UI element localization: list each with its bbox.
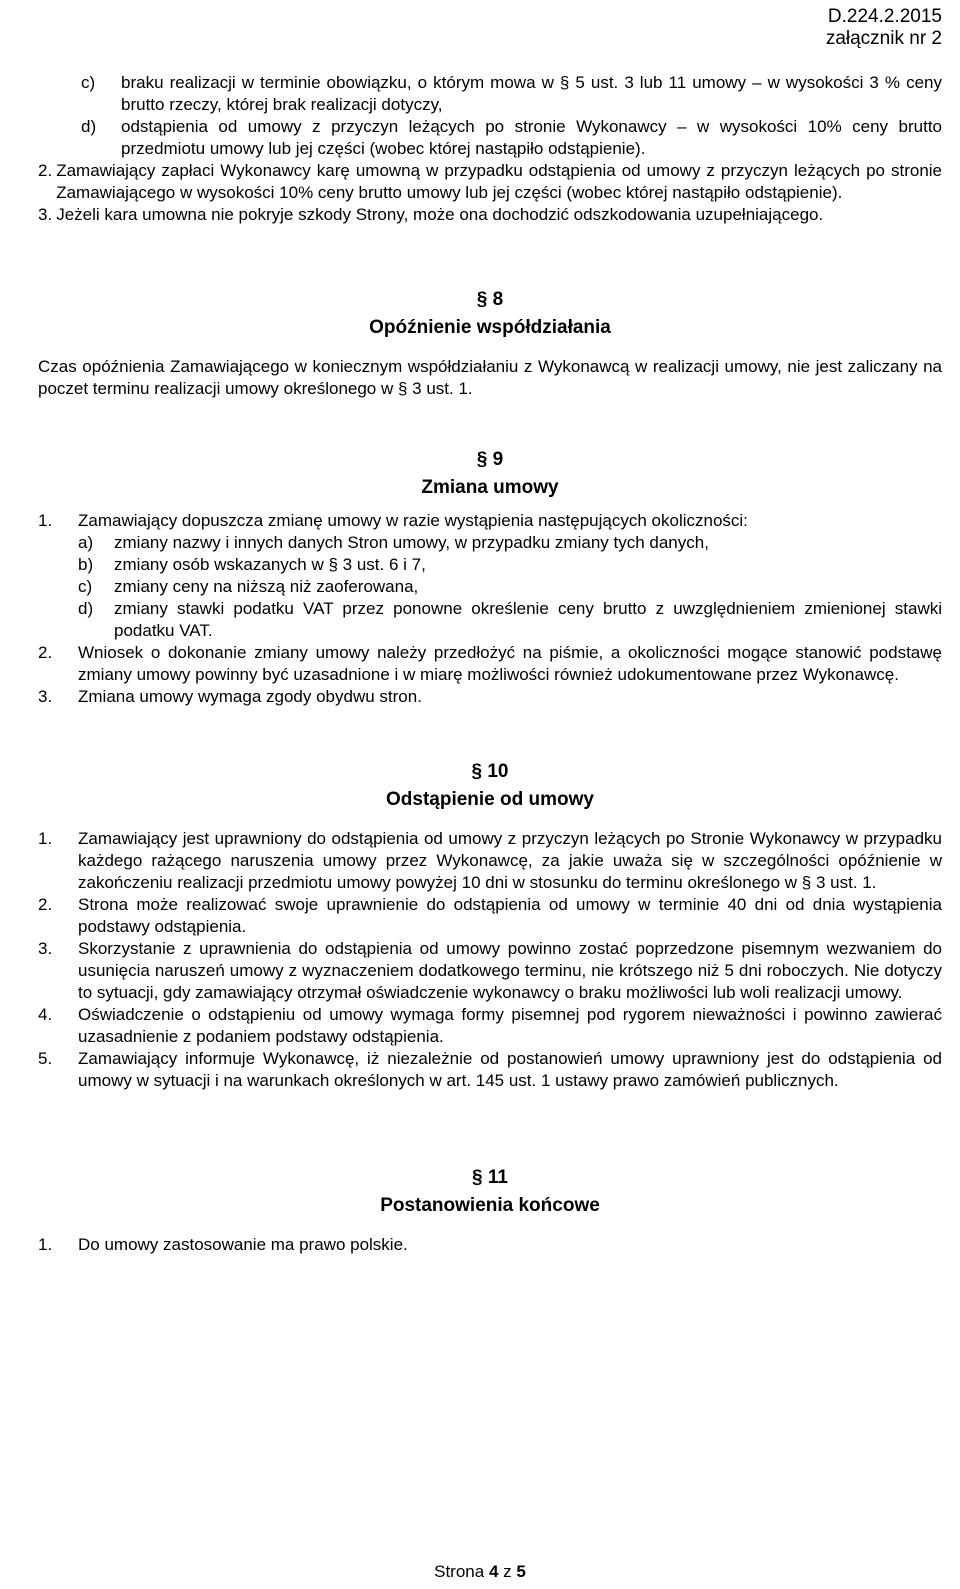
list-item bbox=[38, 1048, 942, 1092]
item-number: 1. bbox=[38, 511, 53, 530]
item-text: Zamawiający informuje Wykonawcę, iż niezależnie od postanowień umowy uprawniony jest do odstąpienia od umowy w sytuacji i na warunkach określonych w art. 145 ust. 1 ustawy prawo zamówień publicznych. bbox=[78, 1049, 942, 1090]
page-total: 5 bbox=[516, 1562, 526, 1581]
item-letter: b) bbox=[78, 555, 94, 574]
footer-of: z bbox=[503, 1562, 512, 1581]
item-letter: c) bbox=[81, 73, 96, 92]
footer-prefix: Strona bbox=[434, 1562, 485, 1581]
item-indent bbox=[38, 554, 78, 576]
item-text: zmiany osób wskazanych w § 3 ust. 6 i 7, bbox=[114, 555, 426, 574]
list-item bbox=[38, 160, 942, 204]
item-number: 5. bbox=[38, 1049, 53, 1068]
section-11-subtitle: Postanowienia końcowe bbox=[380, 1195, 600, 1216]
list-item bbox=[38, 510, 942, 532]
section-9-subtitle: Zmiana umowy bbox=[421, 477, 559, 498]
item-number: 1. bbox=[38, 829, 53, 848]
document-id: D.224.2.2015 bbox=[827, 6, 942, 27]
list-item bbox=[38, 686, 942, 708]
list-item bbox=[38, 204, 942, 226]
item-number: 2. bbox=[38, 161, 53, 180]
section-9-title: § 9 bbox=[476, 449, 504, 470]
section-11-title: § 11 bbox=[472, 1167, 508, 1188]
item-text: zmiany nazwy i innych danych Stron umowy, w przypadku zmiany tych danych, bbox=[114, 533, 709, 552]
list-item bbox=[38, 532, 942, 554]
list-item bbox=[38, 116, 942, 160]
list-item bbox=[38, 72, 942, 116]
section-8-text: Czas opóźnienia Zamawiającego w koniecznym współdziałaniu z Wykonawcą w realizacji umowy, nie jest zaliczany na poczet terminu realizacji umowy określonego w § 3 ust. 1. bbox=[38, 357, 942, 398]
list-item bbox=[38, 1234, 942, 1256]
list-item bbox=[38, 554, 942, 576]
item-number: 3. bbox=[38, 939, 53, 958]
item-number: 3. bbox=[38, 205, 53, 224]
list-item bbox=[38, 938, 942, 1004]
item-number: 3. bbox=[38, 687, 53, 706]
page-footer bbox=[0, 1562, 960, 1582]
item-text: Jeżeli kara umowna nie pokryje szkody Strony, może ona dochodzić odszkodowania uzupełniającego. bbox=[56, 205, 824, 224]
list-item bbox=[38, 1004, 942, 1048]
item-text: Zamawiający zapłaci Wykonawcy karę umowną w przypadku odstąpienia od umowy z przyczyn leżących po stronie Zamawiającego w wysokości 10% ceny brutto umowy lub jej części (wobec której nastąpiło odstąpienie). bbox=[56, 161, 942, 202]
item-indent bbox=[38, 532, 78, 554]
attachment-label: załącznik nr 2 bbox=[825, 28, 942, 49]
item-number: 1. bbox=[38, 1235, 53, 1254]
item-text: zmiany stawki podatku VAT przez ponowne określenie ceny brutto z uwzględnieniem zmienionej stawki podatku VAT. bbox=[114, 599, 942, 640]
list-item bbox=[38, 894, 942, 938]
section-10-title: § 10 bbox=[471, 761, 509, 782]
list-item bbox=[38, 642, 942, 686]
item-letter: d) bbox=[78, 599, 94, 618]
item-letter: c) bbox=[78, 577, 93, 596]
section-10-subtitle: Odstąpienie od umowy bbox=[386, 789, 594, 810]
item-number: 4. bbox=[38, 1005, 53, 1024]
item-indent bbox=[38, 576, 78, 598]
item-text: Do umowy zastosowanie ma prawo polskie. bbox=[78, 1235, 408, 1254]
item-text: Oświadczenie o odstąpieniu od umowy wymaga formy pisemnej pod rygorem nieważności i powinno zawierać uzasadnienie z podaniem podstawy odstąpienia. bbox=[78, 1005, 942, 1046]
item-text: Skorzystanie z uprawnienia do odstąpienia od umowy powinno zostać poprzedzone pisemnym wezwaniem do usunięcia naruszeń umowy z wyznaczeniem dodatkowego terminu, nie krótszego niż 5 dni roboczych. Nie dotyczy to sytuacji, gdy zamawiający otrzymał oświadczenie wykonawcy o braku możliwości lub woli realizacji umowy. bbox=[78, 939, 942, 1002]
item-text: Zmiana umowy wymaga zgody obydwu stron. bbox=[78, 687, 422, 706]
list-item bbox=[38, 598, 942, 642]
item-letter: a) bbox=[78, 533, 94, 552]
item-text: zmiany ceny na niższą niż zaoferowana, bbox=[114, 577, 419, 596]
list-item bbox=[38, 828, 942, 894]
page-number: 4 bbox=[488, 1562, 499, 1581]
item-indent bbox=[38, 598, 78, 642]
document-body bbox=[38, 72, 942, 1256]
list-item bbox=[38, 576, 942, 598]
page-header bbox=[826, 6, 942, 50]
section-8-title: § 8 bbox=[476, 289, 504, 310]
section-8-subtitle: Opóźnienie współdziałania bbox=[369, 317, 611, 338]
item-text: braku realizacji w terminie obowiązku, o którym mowa w § 5 ust. 3 lub 11 umowy – w wysokości 3 % ceny brutto rzeczy, której brak realizacji dotyczy, bbox=[121, 73, 942, 114]
item-text: Zamawiający jest uprawniony do odstąpienia od umowy z przyczyn leżących po Stronie Wykonawcy w przypadku każdego rażącego naruszenia umowy przez Wykonawcę, za jakie uważa się w szczególności opóźnienie w zakończeniu realizacji przedmiotu umowy powyżej 10 dni w stosunku do terminu określonego w § 3 ust. 1. bbox=[78, 829, 942, 892]
item-text: Wniosek o dokonanie zmiany umowy należy przedłożyć na piśmie, a okoliczności mogące stanowić podstawę zmiany umowy powinny być uzasadnione i w miarę możliwości również udokumentowane przez Wykonawcę. bbox=[78, 643, 942, 684]
item-text: odstąpienia od umowy z przyczyn leżących po stronie Wykonawcy – w wysokości 10% ceny brutto przedmiotu umowy lub jej części (wobec której nastąpiło odstąpienie). bbox=[121, 117, 942, 158]
item-letter: d) bbox=[81, 117, 97, 136]
item-number: 2. bbox=[38, 895, 53, 914]
item-text: Strona może realizować swoje uprawnienie do odstąpienia od umowy w terminie 40 dni od dnia wystąpienia podstawy odstąpienia. bbox=[78, 895, 942, 936]
item-text: Zamawiający dopuszcza zmianę umowy w razie wystąpienia następujących okoliczności: bbox=[78, 511, 748, 530]
item-number: 2. bbox=[38, 643, 53, 662]
